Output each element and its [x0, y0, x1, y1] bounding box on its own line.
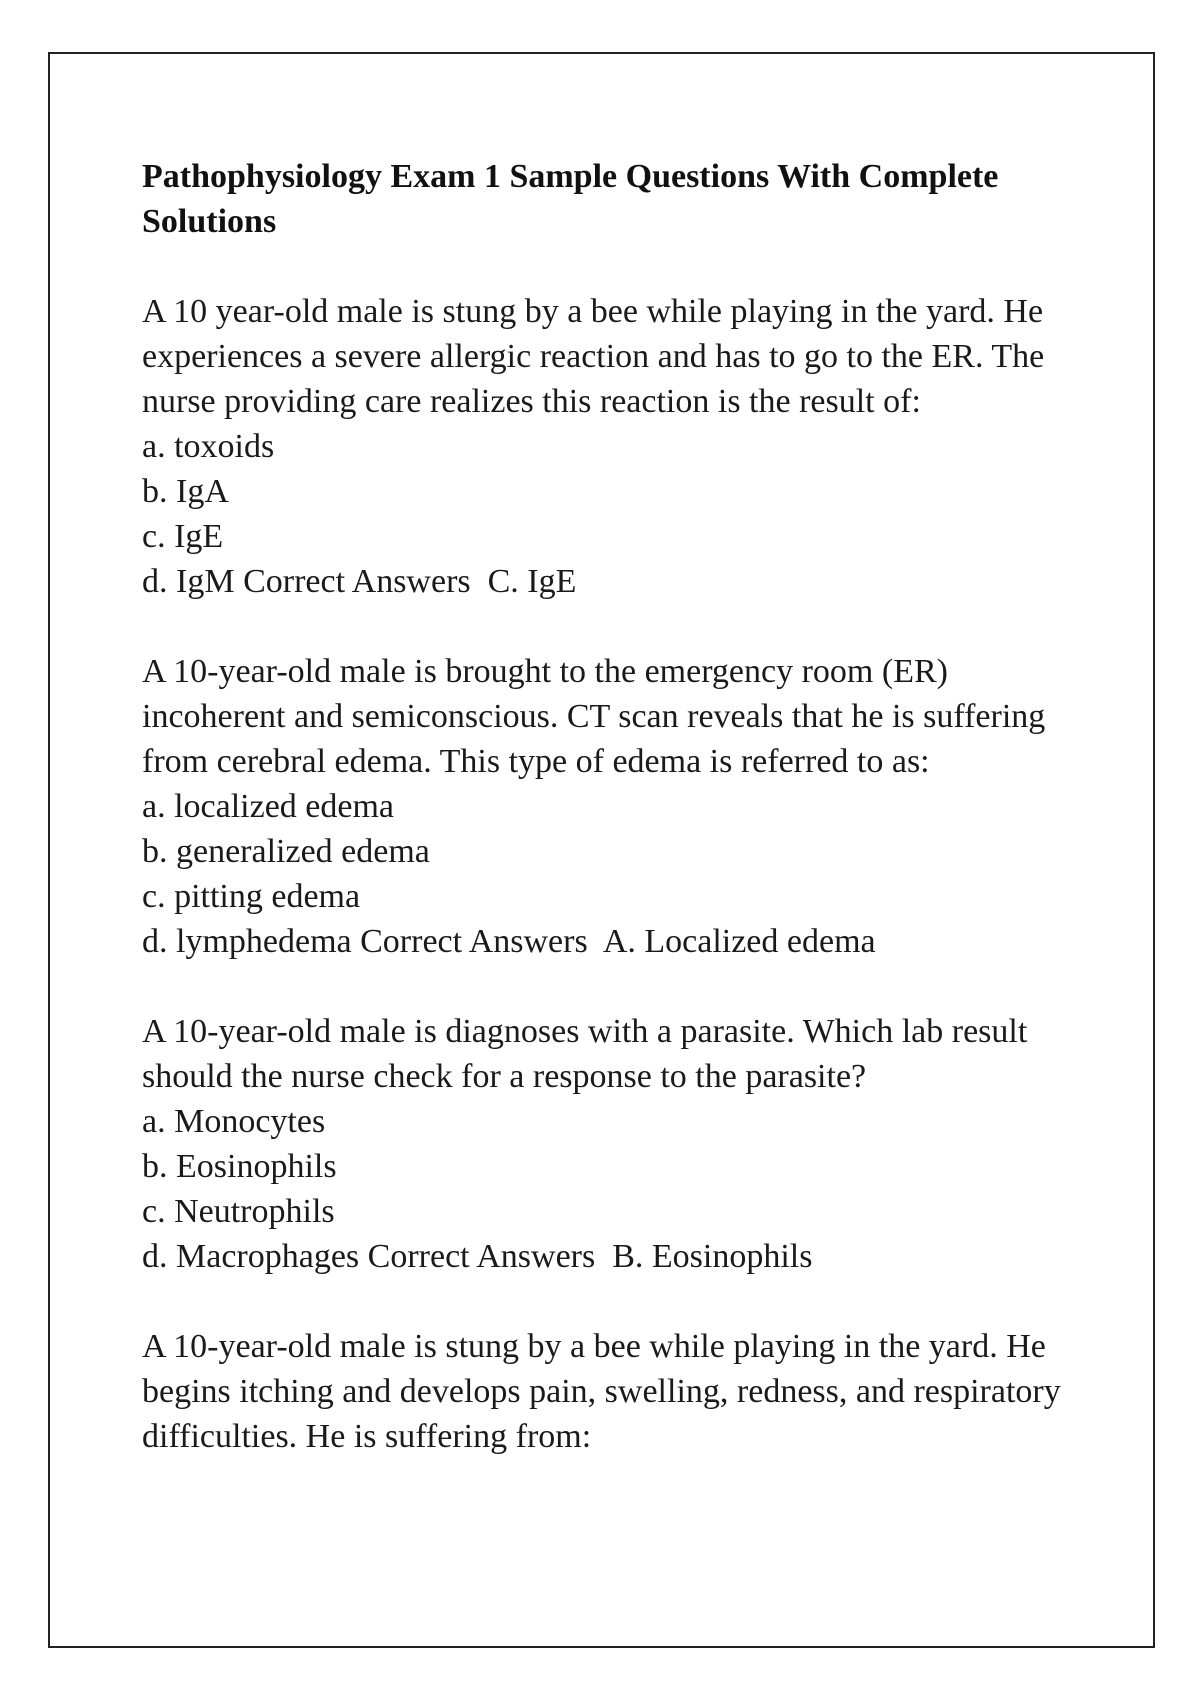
answer-option-with-answer [142, 1234, 1072, 1279]
question-stem: A 10-year-old male is stung by a bee while playing in the yard. He begins itching and develops pain, swelling, redness, and respiratory difficulties. He is suffering from: [142, 1328, 1061, 1455]
correct-answers-label: Correct Answers [360, 923, 588, 960]
question-3 [142, 1009, 1072, 1279]
answer-option: c. Neutrophils [142, 1193, 335, 1230]
correct-answer: B. Eosinophils [612, 1238, 813, 1275]
answer-option: c. IgE [142, 518, 224, 555]
answer-option-with-answer [142, 919, 1072, 964]
document-body [142, 154, 1072, 1504]
answer-option-with-answer [142, 559, 1072, 604]
question-1 [142, 289, 1072, 604]
answer-option: d. lymphedema [142, 923, 352, 960]
question-2 [142, 649, 1072, 964]
correct-answer: A. Localized edema [602, 923, 876, 960]
answer-option: b. IgA [142, 473, 229, 510]
answer-option: a. toxoids [142, 428, 275, 465]
correct-answers-label: Correct Answers [243, 563, 471, 600]
question-4 [142, 1324, 1072, 1459]
question-stem: A 10 year-old male is stung by a bee while playing in the yard. He experiences a severe allergic reaction and has to go to the ER. The nurse providing care realizes this reaction is the result of: [142, 293, 1045, 420]
question-stem: A 10-year-old male is brought to the emergency room (ER) incoherent and semiconscious. CT scan reveals that he is suffering from cerebral edema. This type of edema is referred to as: [142, 653, 1046, 780]
correct-answers-label: Correct Answers [367, 1238, 596, 1275]
answer-option: a. localized edema [142, 788, 395, 825]
answer-option: a. Monocytes [142, 1103, 326, 1140]
document-title: Pathophysiology Exam 1 Sample Questions With Complete Solutions [142, 158, 999, 240]
answer-option: d. IgM [142, 563, 235, 600]
answer-option: b. generalized edema [142, 833, 430, 870]
answer-option: c. pitting edema [142, 878, 361, 915]
correct-answer: C. IgE [487, 563, 577, 600]
answer-option: b. Eosinophils [142, 1148, 337, 1185]
answer-option: d. Macrophages [142, 1238, 360, 1275]
question-stem: A 10-year-old male is diagnoses with a parasite. Which lab result should the nurse check for a response to the parasite? [142, 1013, 1028, 1095]
